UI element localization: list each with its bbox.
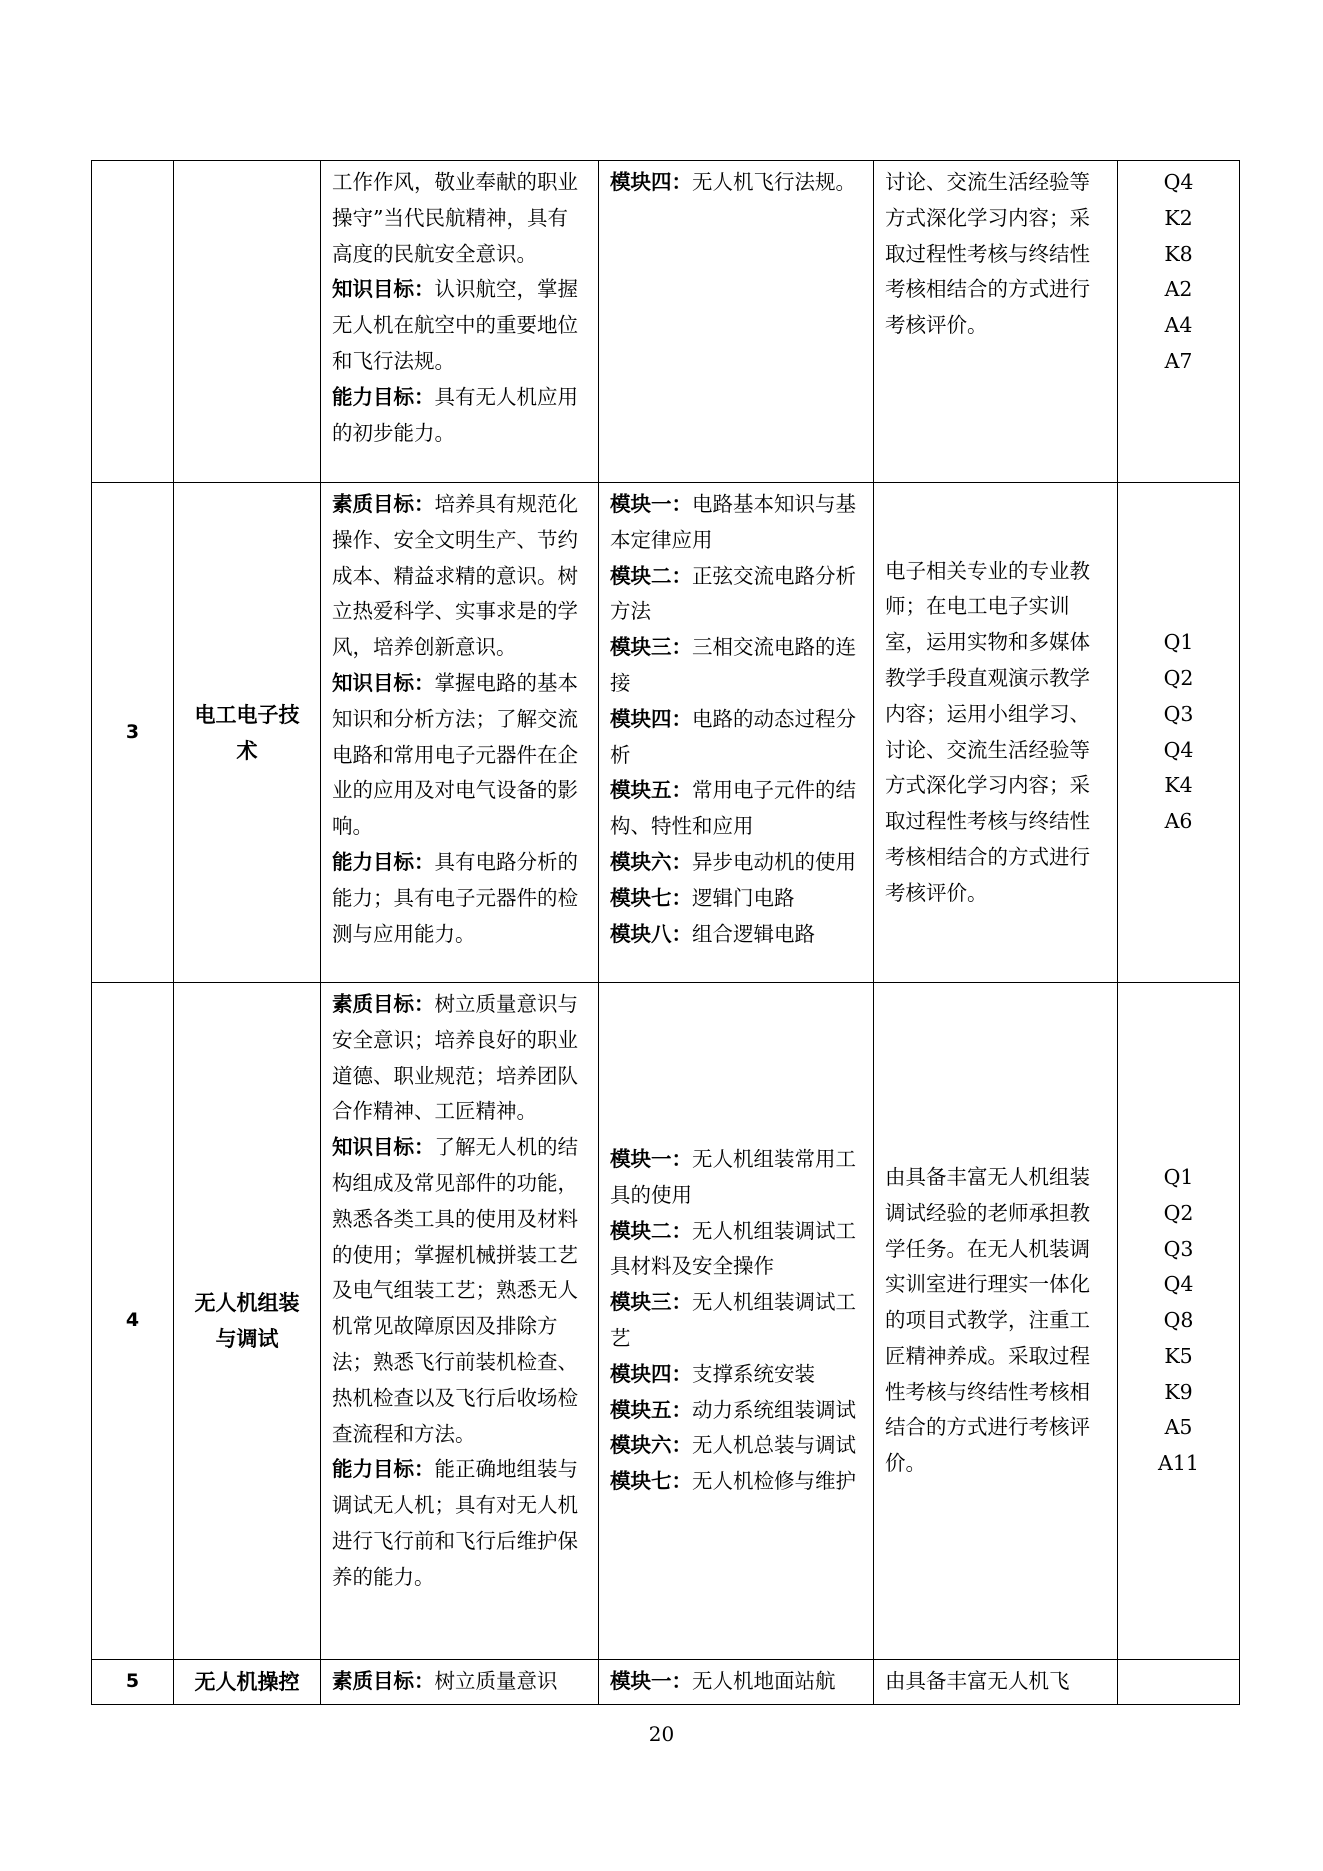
competency-code: Q2 xyxy=(1163,665,1194,690)
table-row xyxy=(92,1660,1240,1705)
course-number-cell: 3 xyxy=(92,483,174,983)
module-text: 常用电子元件的结构、特性和应用 xyxy=(610,778,856,839)
course-number-cell: 4 xyxy=(92,983,174,1660)
goal-text: 掌握电路的基本知识和分析方法；了解交流电路和常用电子元器件在企业的应用及对电气设备的影响。 xyxy=(332,670,578,839)
module-label: 模块四： xyxy=(610,1361,692,1386)
module-text: 无人机地面站航 xyxy=(692,1669,836,1693)
competency-code: Q3 xyxy=(1163,1236,1194,1261)
competency-code: A5 xyxy=(1164,1415,1193,1440)
module-item xyxy=(610,1393,862,1429)
module-label: 模块一： xyxy=(610,492,692,516)
goal-text: 工作作风，敬业奉献的职业操守”当代民航精神，具有高度的民航安全意识。 xyxy=(332,170,578,266)
module-item xyxy=(610,881,862,917)
competency-code: A6 xyxy=(1164,809,1193,834)
goal-label: 能力目标： xyxy=(332,1457,435,1482)
competency-code: Q1 xyxy=(1163,1164,1194,1189)
module-item xyxy=(610,630,862,702)
competency-code: Q2 xyxy=(1163,1200,1194,1225)
module-label: 模块五： xyxy=(610,778,692,803)
competency-code: A11 xyxy=(1158,1451,1199,1476)
goal-label: 知识目标： xyxy=(332,277,435,302)
course-modules-cell xyxy=(599,483,874,983)
module-item xyxy=(610,1142,862,1214)
module-text: 逻辑门电路 xyxy=(692,885,795,910)
competency-codes-cell xyxy=(1118,983,1240,1660)
module-text: 支撑系统安装 xyxy=(692,1361,815,1386)
module-label: 模块三： xyxy=(610,1290,692,1315)
module-text: 无人机飞行法规。 xyxy=(692,170,856,194)
module-item xyxy=(610,702,862,774)
module-text: 正弦交流电路分析方法 xyxy=(610,563,856,624)
module-label: 模块二： xyxy=(610,1218,692,1243)
teaching-method-cell: 电子相关专业的专业教师；在电工电子实训室，运用实物和多媒体教学手段直观演示教学内容；运用小组学习、讨论、交流生活经验等方式深化学习内容；采取过程性考核与终结性考核相结合的方式进行考核评价。 xyxy=(874,483,1118,983)
competency-code: K2 xyxy=(1164,205,1193,230)
module-item xyxy=(610,1214,862,1286)
goal-label: 能力目标： xyxy=(332,849,435,874)
module-label: 模块八： xyxy=(610,921,692,946)
goal-text: 认识航空，掌握无人机在航空中的重要地位和飞行法规。 xyxy=(332,277,578,373)
table-row xyxy=(92,983,1240,1660)
goal-paragraph xyxy=(332,272,587,379)
goal-label: 知识目标： xyxy=(332,1135,435,1160)
module-text: 无人机组装调试工具材料及安全操作 xyxy=(610,1218,856,1279)
course-number-cell xyxy=(92,161,174,483)
module-item xyxy=(610,1464,862,1500)
competency-code: Q1 xyxy=(1163,630,1194,655)
module-label: 模块六： xyxy=(610,849,692,874)
course-modules-cell xyxy=(599,1660,874,1705)
page-number: 20 xyxy=(648,1722,675,1746)
goal-label: 素质目标： xyxy=(332,1669,435,1693)
module-text: 无人机检修与维护 xyxy=(692,1469,856,1494)
goal-paragraph xyxy=(332,487,587,666)
module-item xyxy=(610,1664,862,1700)
module-text: 电路基本知识与基本定律应用 xyxy=(610,492,856,552)
module-text: 组合逻辑电路 xyxy=(692,921,815,946)
competency-code: Q4 xyxy=(1163,170,1194,194)
module-text: 三相交流电路的连接 xyxy=(610,635,856,695)
module-label: 模块六： xyxy=(610,1433,692,1458)
course-goals-cell xyxy=(321,1660,599,1705)
goal-paragraph xyxy=(332,987,587,1130)
table-row xyxy=(92,161,1240,483)
goal-label: 能力目标： xyxy=(332,384,435,409)
goal-text: 树立质量意识与安全意识；培养良好的职业道德、职业规范；培养团队合作精神、工匠精神。 xyxy=(332,992,578,1124)
course-name-cell: 无人机操控 xyxy=(174,1660,321,1705)
module-text: 电路的动态过程分析 xyxy=(610,706,856,767)
goal-text: 具有电路分析的能力；具有电子元器件的检测与应用能力。 xyxy=(332,849,578,946)
course-table xyxy=(91,160,1240,1705)
module-item xyxy=(610,1357,862,1393)
competency-code: Q4 xyxy=(1163,737,1194,762)
competency-code: A2 xyxy=(1164,277,1193,302)
module-label: 模块三： xyxy=(610,635,692,660)
competency-codes-cell xyxy=(1118,483,1240,983)
goal-paragraph xyxy=(332,380,587,452)
goal-text: 能正确地组装与调试无人机；具有对无人机进行飞行前和飞行后维护保养的能力。 xyxy=(332,1457,578,1589)
module-item xyxy=(610,165,862,201)
goal-paragraph xyxy=(332,165,587,272)
goal-paragraph xyxy=(332,845,587,952)
competency-code: A7 xyxy=(1164,348,1193,373)
course-modules-cell xyxy=(599,983,874,1660)
module-label: 模块五： xyxy=(610,1397,692,1422)
course-name-cell: 电工电子技术 xyxy=(174,483,321,983)
module-label: 模块四： xyxy=(610,706,692,731)
competency-code: Q3 xyxy=(1163,701,1194,726)
goal-label: 知识目标： xyxy=(332,670,435,695)
goal-text: 树立质量意识 xyxy=(434,1669,558,1693)
competency-code: K9 xyxy=(1164,1379,1193,1404)
course-goals-cell xyxy=(321,983,599,1660)
module-item xyxy=(610,1428,862,1464)
goal-paragraph xyxy=(332,1664,587,1700)
goal-paragraph xyxy=(332,1452,587,1595)
goal-paragraph xyxy=(332,666,587,845)
teaching-method-cell: 由具备丰富无人机组装调试经验的老师承担教学任务。在无人机装调实训室进行理实一体化的项目式教学，注重工匠精神养成。采取过程性考核与终结性考核相结合的方式进行考核评价。 xyxy=(874,983,1118,1660)
module-label: 模块四： xyxy=(610,170,692,194)
goal-label: 素质目标： xyxy=(332,992,435,1016)
module-label: 模块七： xyxy=(610,1469,692,1494)
goal-label: 素质目标： xyxy=(332,492,435,516)
competency-code: K8 xyxy=(1164,241,1193,266)
module-item xyxy=(610,1285,862,1357)
module-label: 模块一： xyxy=(610,1669,692,1693)
module-text: 异步电动机的使用 xyxy=(692,849,856,874)
module-item xyxy=(610,487,862,559)
table-row xyxy=(92,483,1240,983)
goal-text: 具有无人机应用的初步能力。 xyxy=(332,384,578,445)
course-goals-cell xyxy=(321,483,599,983)
competency-code: K5 xyxy=(1164,1343,1193,1368)
course-number-cell: 5 xyxy=(92,1660,174,1705)
competency-code: A4 xyxy=(1164,313,1193,338)
module-item xyxy=(610,773,862,845)
module-label: 模块二： xyxy=(610,563,692,588)
goal-text: 培养具有规范化操作、安全文明生产、节约成本、精益求精的意识。树立热爱科学、实事求是的学风，培养创新意识。 xyxy=(332,492,578,660)
module-text: 无人机总装与调试 xyxy=(692,1433,856,1458)
module-label: 模块一： xyxy=(610,1147,692,1172)
course-modules-cell xyxy=(599,161,874,483)
module-label: 模块七： xyxy=(610,885,692,910)
teaching-method-cell: 讨论、交流生活经验等方式深化学习内容；采取过程性考核与终结性考核相结合的方式进行考核评价。 xyxy=(874,161,1118,483)
module-item xyxy=(610,845,862,881)
competency-codes-cell xyxy=(1118,1660,1240,1705)
course-table-body xyxy=(92,161,1240,1705)
competency-codes-cell xyxy=(1118,161,1240,483)
course-name-cell xyxy=(174,161,321,483)
module-text: 无人机组装常用工具的使用 xyxy=(610,1147,856,1207)
goal-text: 了解无人机的结构组成及常见部件的功能，熟悉各类工具的使用及材料的使用；掌握机械拼装工艺及电气组装工艺；熟悉无人机常见故障原因及排除方法；熟悉飞行前装机检查、热机检查以及飞行后收场检查流程和方法。 xyxy=(332,1135,578,1446)
module-text: 动力系统组装调试 xyxy=(692,1397,856,1422)
course-goals-cell xyxy=(321,161,599,483)
goal-paragraph xyxy=(332,1130,587,1452)
module-item xyxy=(610,559,862,631)
module-item xyxy=(610,917,862,953)
competency-code: K4 xyxy=(1164,773,1193,798)
module-text: 无人机组装调试工艺 xyxy=(610,1290,856,1350)
competency-code: Q8 xyxy=(1163,1308,1194,1333)
competency-code: Q4 xyxy=(1163,1272,1194,1297)
teaching-method-cell: 由具备丰富无人机飞 xyxy=(874,1660,1118,1705)
course-name-cell: 无人机组装与调试 xyxy=(174,983,321,1660)
